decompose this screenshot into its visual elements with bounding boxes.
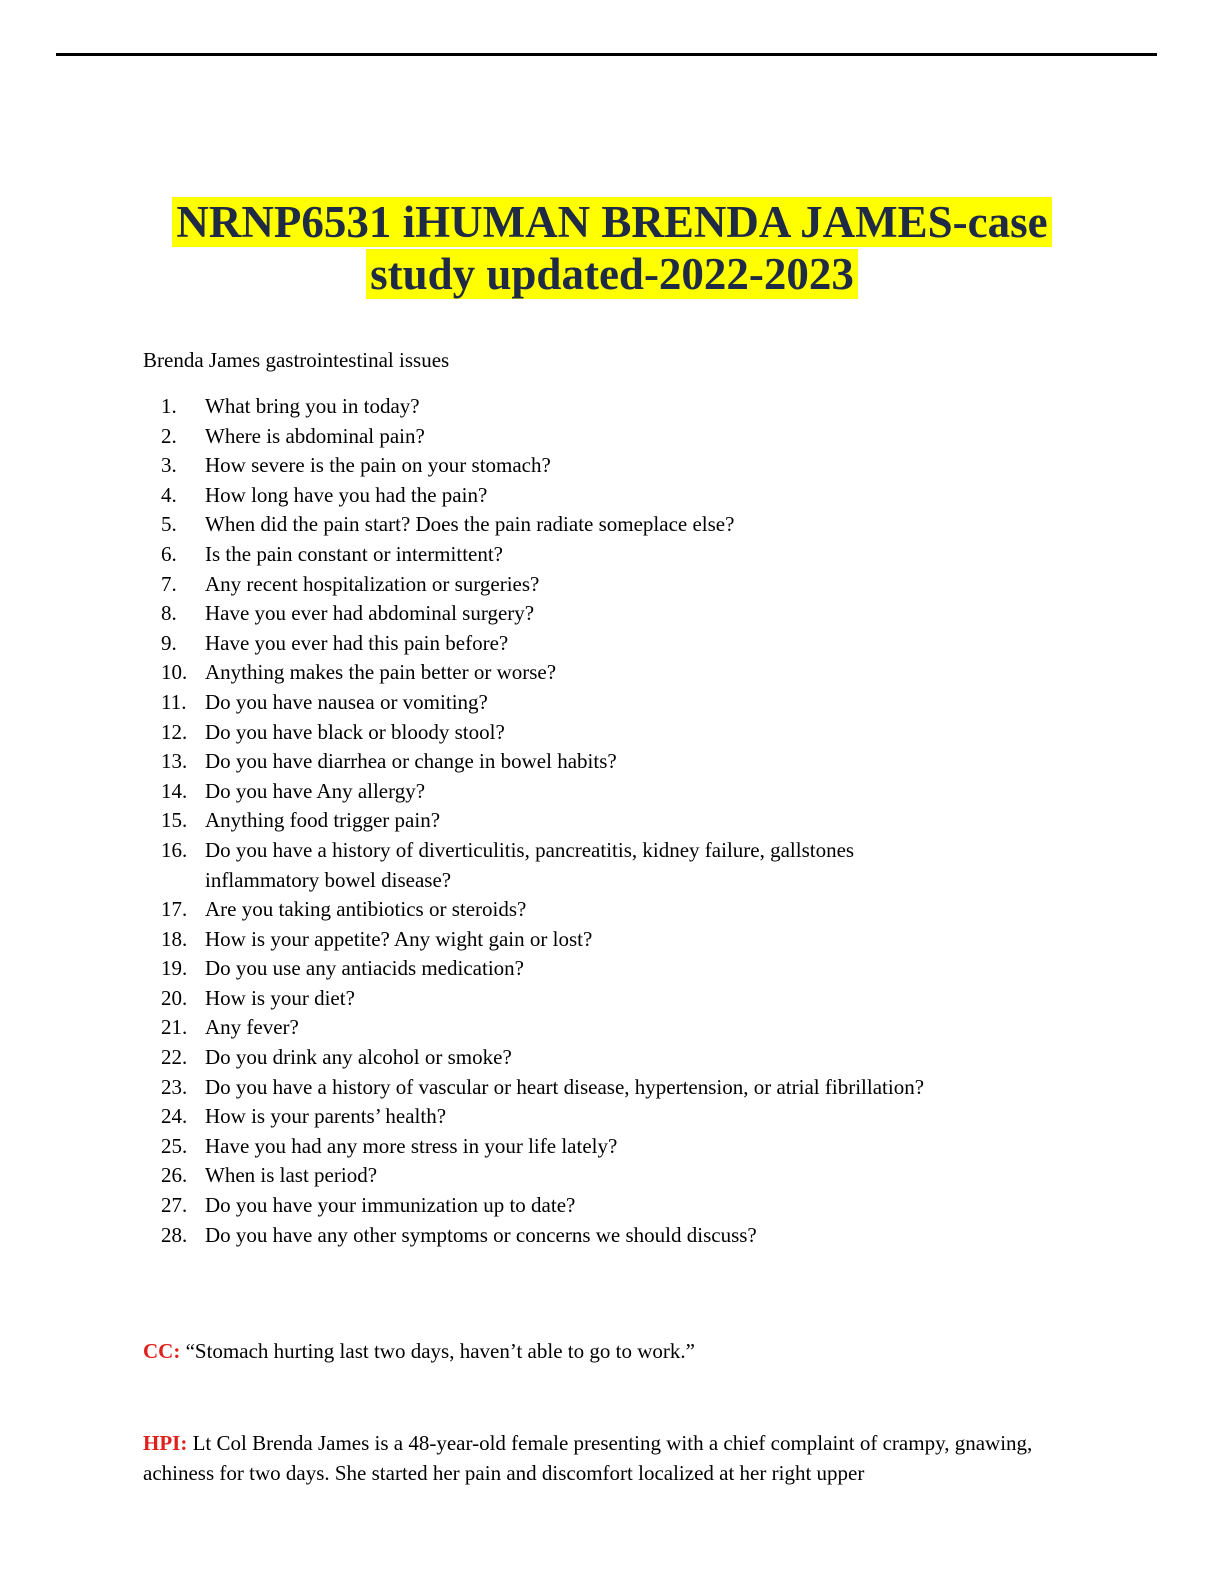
list-item-number xyxy=(143,747,205,777)
list-item xyxy=(143,599,1103,629)
top-rule xyxy=(56,53,1157,56)
list-item-text xyxy=(205,1161,1103,1191)
list-item-text xyxy=(205,570,1103,600)
list-item-number xyxy=(143,1132,205,1162)
list-item-text xyxy=(205,422,1103,452)
list-item-text-line: Do you use any antiacids medication? xyxy=(205,956,524,981)
list-item xyxy=(143,954,1103,984)
list-item-number-text: 24. xyxy=(161,1104,188,1129)
list-item xyxy=(143,1013,1103,1043)
list-item-text-line: Any fever? xyxy=(205,1015,299,1040)
list-item-number-text: 14. xyxy=(161,778,188,803)
list-item-text-line: Have you ever had abdominal surgery? xyxy=(205,601,535,626)
list-item-number-text: 2. xyxy=(161,423,177,448)
list-item xyxy=(143,629,1103,659)
list-item-text-line: Anything makes the pain better or worse? xyxy=(205,660,557,685)
list-item-number-text: 26. xyxy=(161,1163,188,1188)
list-item-text-line: Do you have a history of vascular or heart disease, hypertension, or atrial fibrillation? xyxy=(205,1074,925,1099)
list-item-number xyxy=(143,451,205,481)
hpi-label: HPI: xyxy=(143,1431,188,1455)
list-item-number-text: 5. xyxy=(161,512,177,537)
list-item-number xyxy=(143,422,205,452)
cc-label: CC: xyxy=(143,1339,181,1363)
list-item-number xyxy=(143,570,205,600)
list-item-text-line: Do you have diarrhea or change in bowel habits? xyxy=(205,749,617,774)
list-item-text xyxy=(205,629,1103,659)
list-item-text-line: Do you have your immunization up to date? xyxy=(205,1193,576,1218)
list-item-text xyxy=(205,1132,1103,1162)
list-item-number xyxy=(143,925,205,955)
list-item xyxy=(143,1161,1103,1191)
list-item-number xyxy=(143,1073,205,1103)
list-item-number-text: 21. xyxy=(161,1015,188,1040)
list-item-number xyxy=(143,1043,205,1073)
list-item xyxy=(143,1073,1103,1103)
list-item-number xyxy=(143,599,205,629)
list-item xyxy=(143,540,1103,570)
list-item xyxy=(143,481,1103,511)
list-item-text-line: Have you had any more stress in your life lately? xyxy=(205,1133,618,1158)
list-item-number-text: 25. xyxy=(161,1133,188,1158)
list-item xyxy=(143,1221,1103,1251)
list-item-text-line: Do you have a history of diverticulitis, pancreatitis, kidney failure, gallstones xyxy=(205,837,855,862)
list-item xyxy=(143,688,1103,718)
list-item xyxy=(143,806,1103,836)
list-item-number xyxy=(143,1161,205,1191)
chief-complaint xyxy=(143,1337,695,1365)
list-item-number xyxy=(143,895,205,925)
list-item xyxy=(143,1102,1103,1132)
list-item-text-line: Do you drink any alcohol or smoke? xyxy=(205,1045,512,1070)
title-line-1: NRNP6531 iHUMAN BRENDA JAMES-case xyxy=(172,197,1051,247)
document-subtitle: Brenda James gastrointestinal issues xyxy=(143,348,450,372)
list-item xyxy=(143,836,1103,895)
list-item-text xyxy=(205,718,1103,748)
list-item-number-text: 6. xyxy=(161,541,177,566)
list-item-text-line: Are you taking antibiotics or steroids? xyxy=(205,897,527,922)
list-item-text xyxy=(205,1191,1103,1221)
list-item-number xyxy=(143,481,205,511)
list-item xyxy=(143,1043,1103,1073)
list-item-text xyxy=(205,1073,1103,1103)
question-list xyxy=(143,392,1103,1250)
list-item-number-text: 3. xyxy=(161,453,177,478)
list-item-number-text: 10. xyxy=(161,660,188,685)
list-item-number-text: 13. xyxy=(161,749,188,774)
list-item-number-text: 20. xyxy=(161,985,188,1010)
list-item-text-line: When is last period? xyxy=(205,1163,378,1188)
list-item-number xyxy=(143,658,205,688)
hpi-text: Lt Col Brenda James is a 48-year-old female presenting with a chief complaint of crampy, gnawing, achiness for two days. She started her pain and discomfort localized at her right upper xyxy=(143,1431,1033,1485)
list-item-text xyxy=(205,1221,1103,1251)
list-item-number xyxy=(143,392,205,422)
list-item-text xyxy=(205,747,1103,777)
list-item-text-line: Have you ever had this pain before? xyxy=(205,630,509,655)
list-item xyxy=(143,925,1103,955)
list-item-number-text: 19. xyxy=(161,956,188,981)
document-title xyxy=(0,196,1224,300)
list-item-number-text: 16. xyxy=(161,837,188,862)
list-item-text xyxy=(205,925,1103,955)
list-item xyxy=(143,658,1103,688)
list-item xyxy=(143,451,1103,481)
list-item xyxy=(143,570,1103,600)
list-item xyxy=(143,718,1103,748)
list-item-number xyxy=(143,510,205,540)
list-item-number-text: 7. xyxy=(161,571,177,596)
list-item xyxy=(143,1191,1103,1221)
list-item-text xyxy=(205,895,1103,925)
list-item-number-text: 15. xyxy=(161,808,188,833)
list-item-text-line: How is your diet? xyxy=(205,985,355,1010)
list-item-number-text: 18. xyxy=(161,926,188,951)
list-item-number-text: 4. xyxy=(161,482,177,507)
list-item-text xyxy=(205,1102,1103,1132)
list-item xyxy=(143,1132,1103,1162)
list-item-text xyxy=(205,599,1103,629)
list-item-text xyxy=(205,984,1103,1014)
list-item-text xyxy=(205,688,1103,718)
list-item-number xyxy=(143,954,205,984)
list-item-text-line: What bring you in today? xyxy=(205,394,420,418)
list-item-text xyxy=(205,510,1103,540)
list-item-text-line: Do you have nausea or vomiting? xyxy=(205,689,488,714)
list-item-number xyxy=(143,1013,205,1043)
list-item-text-line: How long have you had the pain? xyxy=(205,482,488,507)
list-item-text xyxy=(205,777,1103,807)
list-item-number xyxy=(143,629,205,659)
list-item-number xyxy=(143,1191,205,1221)
list-item-text xyxy=(205,836,1103,895)
list-item xyxy=(143,895,1103,925)
list-item-text-line: How severe is the pain on your stomach? xyxy=(205,453,551,478)
list-item-text xyxy=(205,540,1103,570)
list-item-number-text: 27. xyxy=(161,1193,188,1218)
list-item-number xyxy=(143,1102,205,1132)
list-item-text xyxy=(205,806,1103,836)
list-item-number xyxy=(143,1221,205,1251)
list-item-number-text: 28. xyxy=(161,1222,188,1247)
list-item-text-line: Do you have any other symptoms or concerns we should discuss? xyxy=(205,1222,757,1247)
list-item-number-text: 9. xyxy=(161,630,177,655)
list-item xyxy=(143,984,1103,1014)
list-item-number-text: 8. xyxy=(161,601,177,626)
list-item-number xyxy=(143,718,205,748)
list-item-text xyxy=(205,481,1103,511)
list-item-text-line: Do you have Any allergy? xyxy=(205,778,426,803)
list-item-number xyxy=(143,688,205,718)
list-item-text-line: Any recent hospitalization or surgeries? xyxy=(205,571,540,596)
cc-text: “Stomach hurting last two days, haven’t able to go to work.” xyxy=(180,1339,695,1363)
list-item-number xyxy=(143,836,205,895)
list-item-text-line: Where is abdominal pain? xyxy=(205,423,425,448)
list-item-text xyxy=(205,1043,1103,1073)
list-item-text-line: Anything food trigger pain? xyxy=(205,808,441,833)
list-item-number xyxy=(143,806,205,836)
list-item-text-continuation: inflammatory bowel disease? xyxy=(205,867,452,892)
list-item-text-line: How is your appetite? Any wight gain or lost? xyxy=(205,926,593,951)
list-item-number-text: 11. xyxy=(161,689,187,714)
list-item-number-text: 17. xyxy=(161,897,188,922)
list-item-text-line: How is your parents’ health? xyxy=(205,1104,447,1129)
list-item-number-text: 23. xyxy=(161,1074,188,1099)
list-item-text xyxy=(205,451,1103,481)
list-item xyxy=(143,510,1103,540)
list-item-number xyxy=(143,777,205,807)
list-item xyxy=(143,747,1103,777)
list-item-text xyxy=(205,392,1103,422)
title-line-2: study updated-2022-2023 xyxy=(366,249,858,299)
list-item-text-line: When did the pain start? Does the pain radiate someplace else? xyxy=(205,512,735,537)
list-item xyxy=(143,422,1103,452)
history-present-illness xyxy=(143,1428,1073,1488)
list-item-text xyxy=(205,658,1103,688)
list-item-text xyxy=(205,954,1103,984)
list-item-number-text: 12. xyxy=(161,719,188,744)
list-item-text xyxy=(205,1013,1103,1043)
list-item xyxy=(143,392,1103,422)
list-item-number-text: 1. xyxy=(161,394,177,418)
list-item-number-text: 22. xyxy=(161,1045,188,1070)
list-item-number xyxy=(143,984,205,1014)
list-item-text-line: Do you have black or bloody stool? xyxy=(205,719,505,744)
list-item-text-line: Is the pain constant or intermittent? xyxy=(205,541,503,566)
list-item-number xyxy=(143,540,205,570)
list-item xyxy=(143,777,1103,807)
